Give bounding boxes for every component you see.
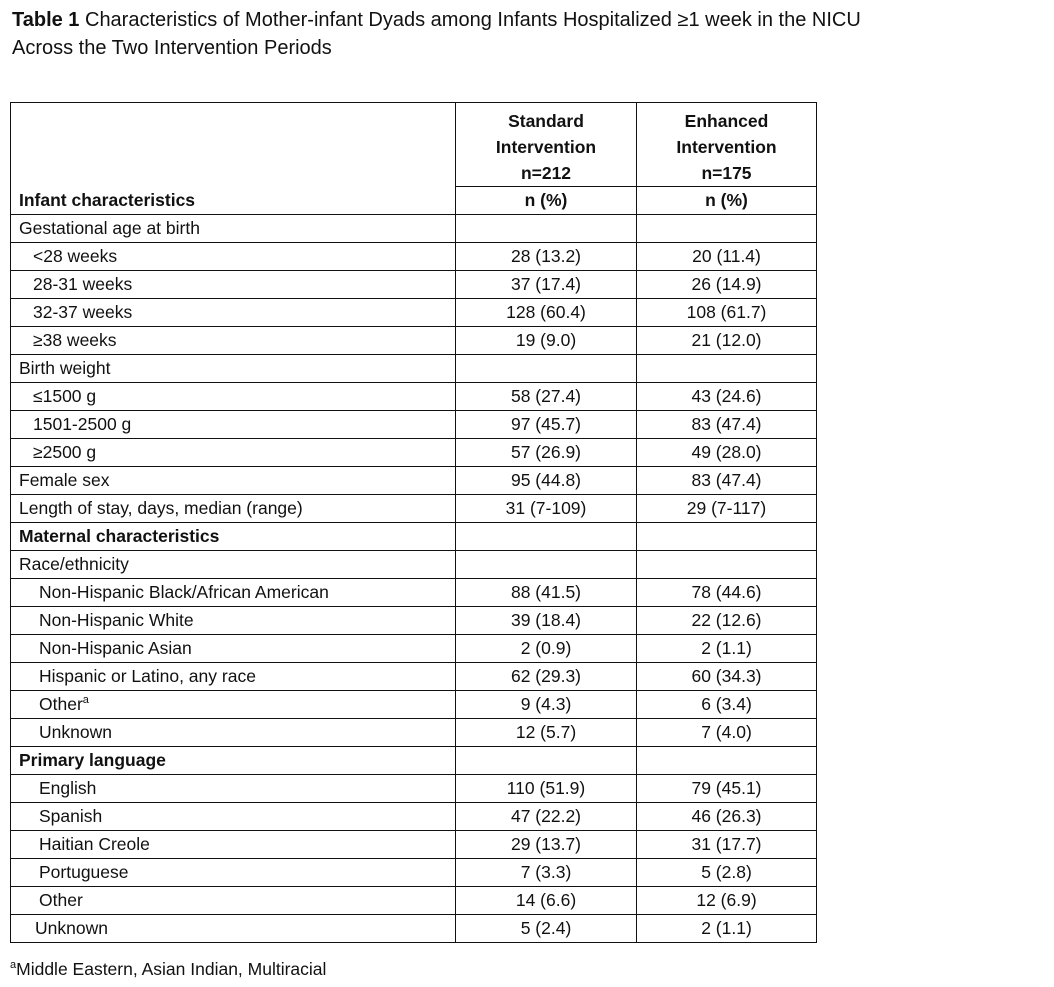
row-label: Unknown: [39, 722, 112, 742]
row-label-cell: [11, 355, 456, 383]
row-label-cell: [11, 579, 456, 607]
row-label-cell: [11, 775, 456, 803]
standard-intervention-value: [456, 523, 637, 551]
enhanced-intervention-value: [637, 551, 817, 579]
standard-intervention-value: 57 (26.9): [456, 439, 637, 467]
row-label: Maternal characteristics: [19, 526, 220, 546]
caption-line-1: [12, 6, 1052, 34]
row-label: Non-Hispanic Asian: [39, 638, 192, 658]
row-label-cell: [11, 803, 456, 831]
enhanced-intervention-value: [637, 747, 817, 775]
enhanced-intervention-value: 29 (7-117): [637, 495, 817, 523]
enhanced-intervention-value: [637, 355, 817, 383]
row-label: <28 weeks: [33, 246, 118, 266]
standard-intervention-value: n (%): [456, 187, 637, 215]
row-label-cell: [11, 327, 456, 355]
enhanced-intervention-value: n (%): [637, 187, 817, 215]
header-standard-intervention: [456, 103, 637, 187]
standard-intervention-value: [456, 355, 637, 383]
table-row: [11, 635, 817, 663]
footnote-reference-marker: a: [82, 694, 89, 706]
header-enhanced-intervention: [637, 103, 817, 187]
standard-intervention-value: 97 (45.7): [456, 411, 637, 439]
row-label-cell: [11, 887, 456, 915]
header-standard-line-2: Intervention: [495, 137, 597, 157]
row-label: Other: [39, 694, 83, 714]
table-row: [11, 383, 817, 411]
standard-intervention-value: 88 (41.5): [456, 579, 637, 607]
standard-intervention-value: 14 (6.6): [456, 887, 637, 915]
enhanced-intervention-value: 108 (61.7): [637, 299, 817, 327]
standard-intervention-value: 19 (9.0): [456, 327, 637, 355]
table-row: [11, 579, 817, 607]
enhanced-intervention-value: 26 (14.9): [637, 271, 817, 299]
row-label: Race/ethnicity: [19, 554, 129, 574]
row-label: Portuguese: [39, 862, 129, 882]
table-row: [11, 271, 817, 299]
enhanced-intervention-value: 49 (28.0): [637, 439, 817, 467]
standard-intervention-value: 9 (4.3): [456, 691, 637, 719]
table-row: [11, 775, 817, 803]
row-label-cell: [11, 551, 456, 579]
header-standard-line-3: n=212: [520, 163, 572, 183]
row-label: Non-Hispanic White: [39, 610, 194, 630]
row-label: ≥38 weeks: [33, 330, 117, 350]
caption-text-line-1: Characteristics of Mother-infant Dyads among Infants Hospitalized ≥1 week in the NICU: [79, 9, 861, 31]
header-blank-cell: [11, 103, 456, 187]
enhanced-intervention-value: [637, 523, 817, 551]
standard-intervention-value: 39 (18.4): [456, 607, 637, 635]
standard-intervention-value: 47 (22.2): [456, 803, 637, 831]
enhanced-intervention-value: 83 (47.4): [637, 467, 817, 495]
table-row: [11, 859, 817, 887]
table-row: [11, 831, 817, 859]
enhanced-intervention-value: 5 (2.8): [637, 859, 817, 887]
enhanced-intervention-value: 79 (45.1): [637, 775, 817, 803]
table-row: [11, 187, 817, 215]
table-row: [11, 663, 817, 691]
table-row: [11, 355, 817, 383]
standard-intervention-value: 128 (60.4): [456, 299, 637, 327]
header-enhanced-line-3: n=175: [701, 163, 752, 183]
standard-intervention-value: 7 (3.3): [456, 859, 637, 887]
enhanced-intervention-value: 21 (12.0): [637, 327, 817, 355]
row-label: ≥2500 g: [33, 442, 97, 462]
table-row: [11, 299, 817, 327]
row-label: Female sex: [19, 470, 110, 490]
row-label: Spanish: [39, 806, 103, 826]
enhanced-intervention-value: 78 (44.6): [637, 579, 817, 607]
row-label-cell: [11, 747, 456, 775]
enhanced-intervention-value: 2 (1.1): [637, 635, 817, 663]
row-label: Primary language: [19, 750, 166, 770]
row-label: 28-31 weeks: [33, 274, 133, 294]
row-label-cell: [11, 495, 456, 523]
characteristics-table: [10, 102, 817, 943]
row-label-cell: [11, 383, 456, 411]
header-enhanced-line-1: Enhanced: [684, 111, 769, 131]
standard-intervention-value: 37 (17.4): [456, 271, 637, 299]
enhanced-intervention-value: 7 (4.0): [637, 719, 817, 747]
table-row: [11, 551, 817, 579]
row-label-cell: [11, 243, 456, 271]
table-caption: [12, 6, 1052, 62]
standard-intervention-value: 95 (44.8): [456, 467, 637, 495]
standard-intervention-value: [456, 747, 637, 775]
row-label-cell: [11, 467, 456, 495]
standard-intervention-value: 58 (27.4): [456, 383, 637, 411]
standard-intervention-value: 29 (13.7): [456, 831, 637, 859]
row-label-cell: [11, 915, 456, 943]
row-label: English: [39, 778, 97, 798]
caption-text-line-2: Across the Two Intervention Periods: [12, 37, 332, 59]
standard-intervention-value: 28 (13.2): [456, 243, 637, 271]
enhanced-intervention-value: 2 (1.1): [637, 915, 817, 943]
enhanced-intervention-value: 60 (34.3): [637, 663, 817, 691]
row-label: Unknown: [35, 918, 108, 938]
row-label: Gestational age at birth: [19, 218, 200, 238]
standard-intervention-value: 62 (29.3): [456, 663, 637, 691]
table-row: [11, 607, 817, 635]
row-label-cell: [11, 663, 456, 691]
row-label-cell: [11, 411, 456, 439]
table-row: [11, 467, 817, 495]
standard-intervention-value: [456, 551, 637, 579]
table-row: [11, 215, 817, 243]
enhanced-intervention-value: 6 (3.4): [637, 691, 817, 719]
enhanced-intervention-value: 46 (26.3): [637, 803, 817, 831]
enhanced-intervention-value: 12 (6.9): [637, 887, 817, 915]
row-label: Haitian Creole: [39, 834, 150, 854]
enhanced-intervention-value: 83 (47.4): [637, 411, 817, 439]
enhanced-intervention-value: 22 (12.6): [637, 607, 817, 635]
header-enhanced-line-2: Intervention: [676, 137, 777, 157]
enhanced-intervention-value: 31 (17.7): [637, 831, 817, 859]
table-row: [11, 691, 817, 719]
table-row: [11, 327, 817, 355]
enhanced-intervention-value: 43 (24.6): [637, 383, 817, 411]
row-label-cell: [11, 523, 456, 551]
standard-intervention-value: 12 (5.7): [456, 719, 637, 747]
row-label: Birth weight: [19, 358, 111, 378]
row-label-cell: [11, 215, 456, 243]
row-label: Hispanic or Latino, any race: [39, 666, 256, 686]
header-standard-line-1: Standard: [508, 111, 584, 131]
row-label: 32-37 weeks: [33, 302, 133, 322]
table-row: [11, 915, 817, 943]
row-label-cell: [11, 439, 456, 467]
table-row: [11, 803, 817, 831]
row-label-cell: [11, 719, 456, 747]
standard-intervention-value: 110 (51.9): [456, 775, 637, 803]
footnote-text: Middle Eastern, Asian Indian, Multiracial: [16, 959, 327, 979]
enhanced-intervention-value: [637, 215, 817, 243]
table-header-row: [11, 103, 817, 187]
row-label: ≤1500 g: [33, 386, 97, 406]
table-row: [11, 411, 817, 439]
row-label: Other: [39, 890, 83, 910]
table-row: [11, 523, 817, 551]
row-label-cell: [11, 635, 456, 663]
row-label-cell: [11, 691, 456, 719]
caption-label: Table 1: [12, 9, 80, 31]
row-label-cell: [11, 187, 456, 215]
row-label-cell: [11, 271, 456, 299]
row-label: Non-Hispanic Black/African American: [39, 582, 329, 602]
standard-intervention-value: 2 (0.9): [456, 635, 637, 663]
table-row: [11, 495, 817, 523]
row-label-cell: [11, 859, 456, 887]
footnote-marker: a: [10, 959, 17, 971]
standard-intervention-value: 31 (7-109): [456, 495, 637, 523]
row-label: Infant characteristics: [19, 189, 196, 210]
row-label-cell: [11, 607, 456, 635]
row-label: Length of stay, days, median (range): [19, 498, 303, 518]
row-label: 1501-2500 g: [33, 414, 132, 434]
table-row: [11, 747, 817, 775]
table-row: [11, 439, 817, 467]
standard-intervention-value: 5 (2.4): [456, 915, 637, 943]
standard-intervention-value: [456, 215, 637, 243]
row-label-cell: [11, 299, 456, 327]
table-row: [11, 719, 817, 747]
table-body: [11, 187, 817, 943]
table-footnote: [10, 957, 326, 981]
table-row: [11, 243, 817, 271]
enhanced-intervention-value: 20 (11.4): [637, 243, 817, 271]
row-label-cell: [11, 831, 456, 859]
table-row: [11, 887, 817, 915]
